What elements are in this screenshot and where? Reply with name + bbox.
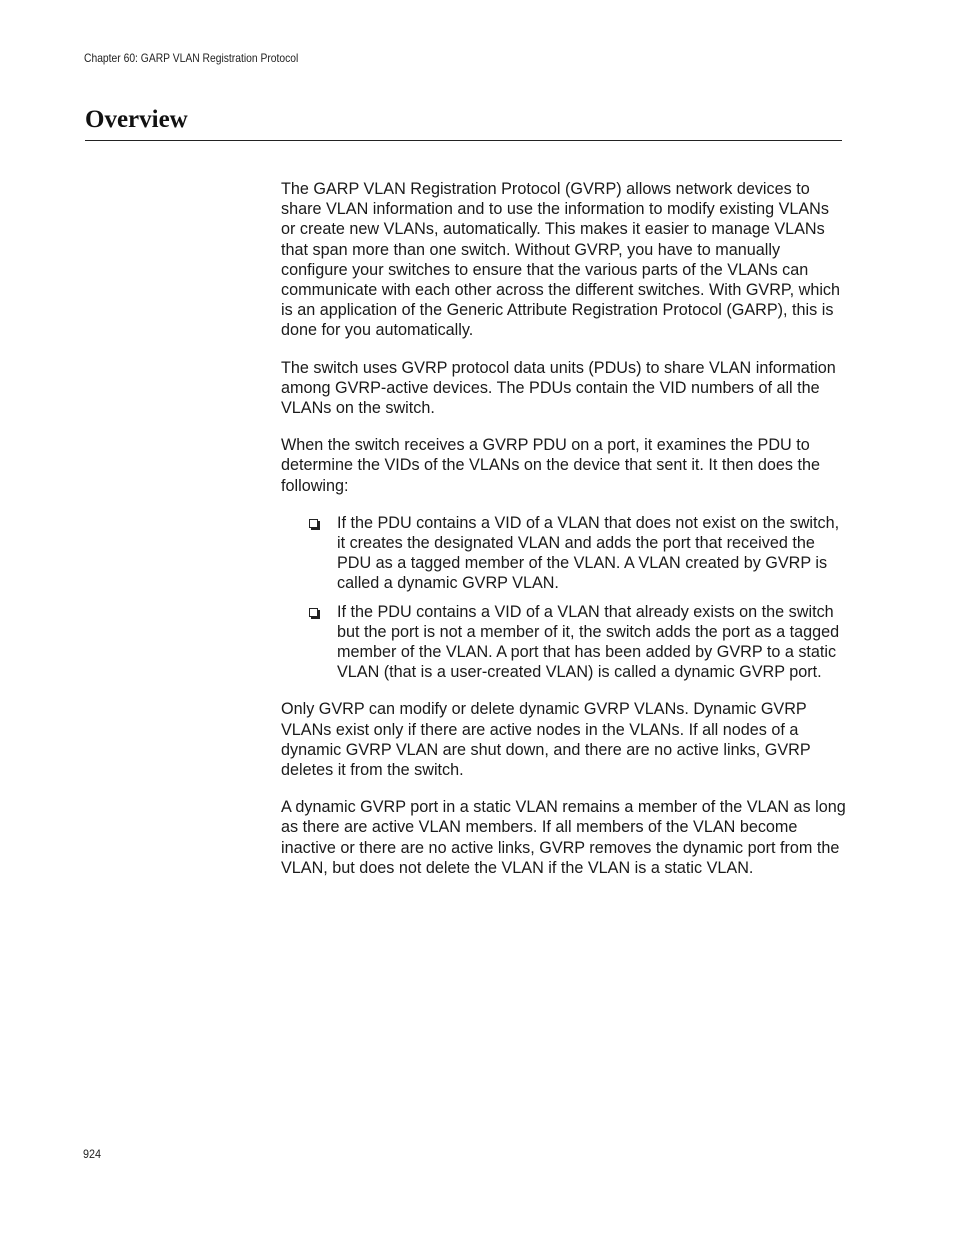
body-text — [281, 179, 846, 895]
paragraph-gvrp-pdus: The switch uses GVRP protocol data units (PDUs) to share VLAN information among GVRP-active devices. The PDUs contain the VID numbers of all the VLANs on the switch. — [281, 358, 836, 418]
bullet-list — [281, 513, 846, 683]
list-item-text: If the PDU contains a VID of a VLAN that does not exist on the switch, it creates the designated VLAN and adds the port that received the PDU as a tagged member of the VLAN. A VLAN created by GVRP is called a dynamic GVRP VLAN. — [337, 513, 840, 593]
running-header: Chapter 60: GARP VLAN Registration Protocol — [84, 51, 299, 65]
paragraph-pdu-processing: When the switch receives a GVRP PDU on a port, it examines the PDU to determine the VIDs of the VLANs on the device that sent it. It then does the following: — [281, 436, 821, 495]
list-item-text: If the PDU contains a VID of a VLAN that already exists on the switch but the port is not a member of it, the switch adds the port as a tagged member of the VLAN. A port that has been added by GVRP to a static VLAN (that is a user-created VLAN) is called a dynamic GVRP port. — [337, 602, 840, 682]
box-bullet-icon — [309, 519, 318, 528]
list-item — [337, 513, 846, 594]
paragraph-dynamic-vlans: Only GVRP can modify or delete dynamic GVRP VLANs. Dynamic GVRP VLANs exist only if there are active nodes in the VLANs. If all nodes of a dynamic GVRP VLAN are shut down, and there are no active links, GVRP deletes it from the switch. — [281, 700, 811, 780]
list-item — [337, 602, 846, 683]
section-title: Overview — [85, 106, 188, 133]
title-rule — [85, 140, 842, 141]
box-bullet-icon — [309, 608, 318, 617]
paragraph-gvrp-intro: The GARP VLAN Registration Protocol (GVRP) allows network devices to share VLAN information and to use the information to modify existing VLANs or create new VLANs, automatically. This makes it easier to manage VLANs that span more than one switch. Without GVRP, you have to manually configure your switches to ensure that the various parts of the VLANs can communicate with each other across the different switches. With GVRP, which is an application of the Generic Attribute Registration Protocol (GARP), this is done for you automatically. — [281, 180, 841, 340]
page-number: 924 — [83, 1147, 102, 1161]
paragraph-dynamic-ports: A dynamic GVRP port in a static VLAN remains a member of the VLAN as long as there are active VLAN members. If all members of the VLAN become inactive or there are no active links, GVRP removes the dynamic port from the VLAN, but does not delete the VLAN if the VLAN is a static VLAN. — [281, 798, 846, 877]
